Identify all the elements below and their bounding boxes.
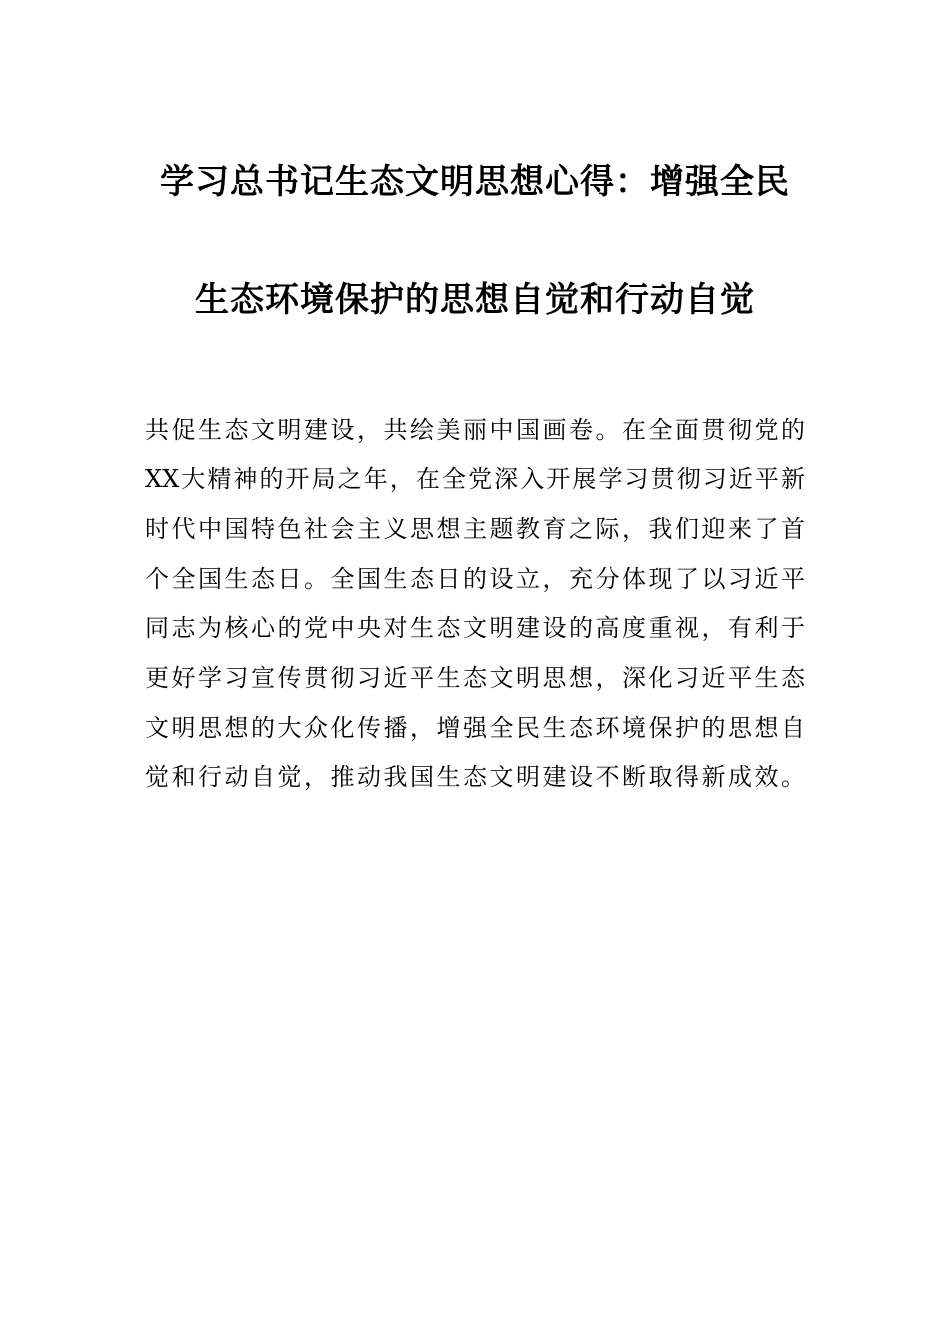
document-title-line-2: 生态环境保护的思想自觉和行动自觉	[195, 280, 755, 320]
body-line-2: XX大精神的开局之年，在全党深入开展学习贯彻习近平新	[145, 465, 805, 493]
body-line-7: 文明思想的大众化传播，增强全民生态环境保护的思想自	[145, 714, 805, 742]
body-line-8: 觉和行动自觉，推动我国生态文明建设不断取得新成效。	[145, 763, 805, 791]
body-line-1: 共促生态文明建设，共绘美丽中国画卷。在全面贯彻党的	[145, 416, 805, 444]
document-title-line-1: 学习总书记生态文明思想心得：增强全民	[160, 162, 790, 202]
body-line-6: 更好学习宣传贯彻习近平生态文明思想，深化习近平生态	[145, 664, 805, 692]
body-line-4: 个全国生态日。全国生态日的设立，充分体现了以习近平	[145, 565, 805, 593]
body-line-3: 时代中国特色社会主义思想主题教育之际，我们迎来了首	[145, 515, 805, 543]
body-line-5: 同志为核心的党中央对生态文明建设的高度重视，有利于	[145, 614, 805, 642]
